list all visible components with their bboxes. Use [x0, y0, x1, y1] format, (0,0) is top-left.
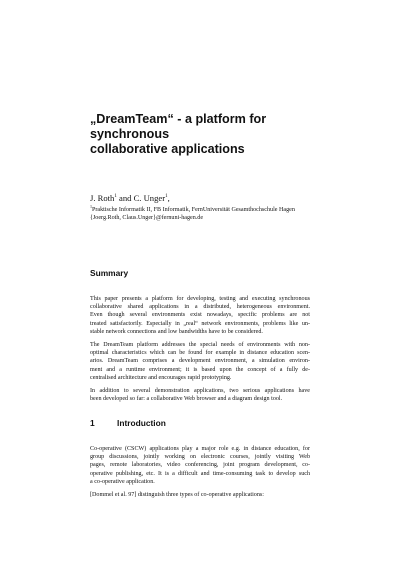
summary-paragraph-3 — [90, 387, 310, 403]
text-line: This paper presents a platform for developing, testing and executing synchronous — [90, 296, 310, 302]
text-line: group discussions, jointly working on electronic courses, jointly visiting Web — [90, 454, 310, 461]
text-line: operative publishing, etc. It is a difficult and time-consuming task to develop such — [90, 470, 310, 477]
author-affiliation-mark: 1 — [165, 194, 168, 200]
introduction-heading — [90, 418, 166, 428]
text-line: [Dommel et al. 97] distinguish three types of co-operative applications: — [90, 492, 264, 498]
affiliation-institution-line — [90, 203, 295, 214]
section-title: Introduction — [117, 418, 166, 428]
author-line — [90, 193, 170, 203]
affiliation-institution: Praktische Informatik II, FB Informatik, FernUniversität Gesamthochschule Hagen — [92, 207, 295, 213]
text-line: centralised architecture and encourages rapid prototyping. — [90, 374, 232, 381]
text-line: optimal characteristics which can be found for example in distance education scen- — [90, 350, 310, 357]
author-name: J. Roth — [90, 193, 115, 203]
title-line: collaborative applications — [90, 142, 245, 156]
affiliation-mark: 1 — [90, 203, 92, 209]
author-affiliation-mark: 1 — [114, 194, 117, 200]
text-line: Even though several environments exist nowadays, specific problems are not — [90, 312, 310, 319]
text-line: pages, remote laboratories, video conferencing, joint program development, co- — [90, 462, 310, 469]
introduction-paragraph-1 — [90, 445, 310, 486]
text-line: Co-operative (CSCW) applications play a major role e.g. in distance education, for — [90, 446, 310, 452]
text-line: arios. DreamTeam comprises a development environment, a simulation environ- — [90, 358, 310, 365]
author-connector: and C. Unger — [116, 193, 166, 203]
text-line: The DreamTeam platform addresses the special needs of environments with non- — [90, 342, 310, 348]
summary-heading: Summary — [90, 268, 129, 278]
summary-paragraph-2 — [90, 341, 310, 382]
author-trail: , — [167, 193, 170, 203]
text-line: stable network connections and low bandwidths have to be considered. — [90, 328, 263, 335]
introduction-paragraph-2 — [90, 491, 310, 499]
text-line: a co-operative application. — [90, 478, 155, 485]
summary-paragraph-1 — [90, 295, 310, 336]
affiliation-emails: {Joerg.Roth, Claus.Unger}@fernuni-hagen.de — [90, 215, 204, 221]
text-line: In addition to several demonstration applications, two serious applications have — [90, 388, 310, 394]
section-number: 1 — [90, 418, 95, 428]
text-line: collaborative shared applications in a distributed, heterogeneous environment. — [90, 304, 310, 311]
affiliation-block — [90, 203, 295, 222]
paper-title — [90, 112, 340, 157]
text-line: ment and a runtime environment; it is based upon the concept of a fully de- — [90, 366, 310, 373]
text-line: treated satisfactorily. Especially in „real“ network environments, problems like un- — [90, 320, 310, 327]
title-line: „DreamTeam“ - a platform for synchronous — [90, 112, 267, 141]
text-line: been developed so far: a collaborative Web browser and a diagram design tool. — [90, 396, 283, 403]
